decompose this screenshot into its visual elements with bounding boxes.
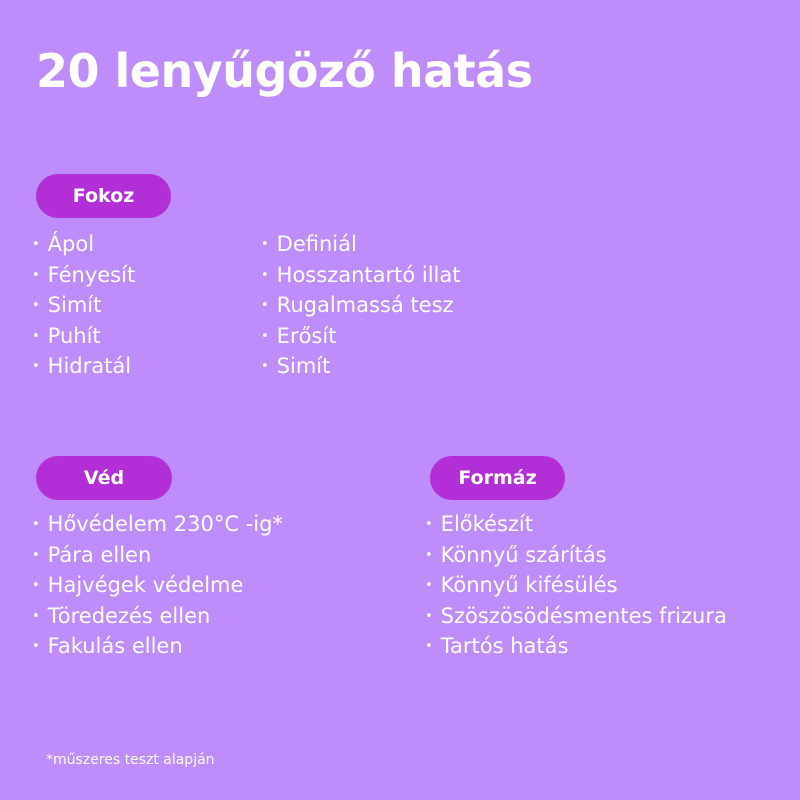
list-item: • Hővédelem 230°C -ig* xyxy=(32,511,283,542)
list-item: • Könnyű szárítás xyxy=(425,542,727,573)
list-item: • Simít xyxy=(261,353,461,384)
ved-list xyxy=(32,511,283,664)
list-item: • Pára ellen xyxy=(32,542,283,573)
list-item: • Erősít xyxy=(261,323,461,354)
list-item: • Fényesít xyxy=(32,262,135,293)
list-item: • Fakulás ellen xyxy=(32,633,283,664)
list-item: • Hosszantartó illat xyxy=(261,262,461,293)
list-item: • Rugalmassá tesz xyxy=(261,292,461,323)
formaz-list xyxy=(425,511,727,664)
list-item: • Előkészít xyxy=(425,511,727,542)
list-item: • Definiál xyxy=(261,231,461,262)
list-item: • Puhít xyxy=(32,323,135,354)
list-item: • Tartós hatás xyxy=(425,633,727,664)
section-label-fokoz: Fokoz xyxy=(36,174,171,218)
page-title: 20 lenyűgöző hatás xyxy=(36,44,533,98)
footnote: *műszeres teszt alapján xyxy=(46,752,215,768)
list-item: • Hajvégek védelme xyxy=(32,572,283,603)
list-item: • Könnyű kifésülés xyxy=(425,572,727,603)
list-item: • Töredezés ellen xyxy=(32,603,283,634)
list-item: • Hidratál xyxy=(32,353,135,384)
section-label-ved: Véd xyxy=(36,456,172,500)
fokoz-list-left xyxy=(32,231,135,384)
fokoz-list-right xyxy=(261,231,461,384)
section-label-formaz: Formáz xyxy=(430,456,565,500)
list-item: • Szöszösödésmentes frizura xyxy=(425,603,727,634)
list-item: • Simít xyxy=(32,292,135,323)
list-item: • Ápol xyxy=(32,231,135,262)
